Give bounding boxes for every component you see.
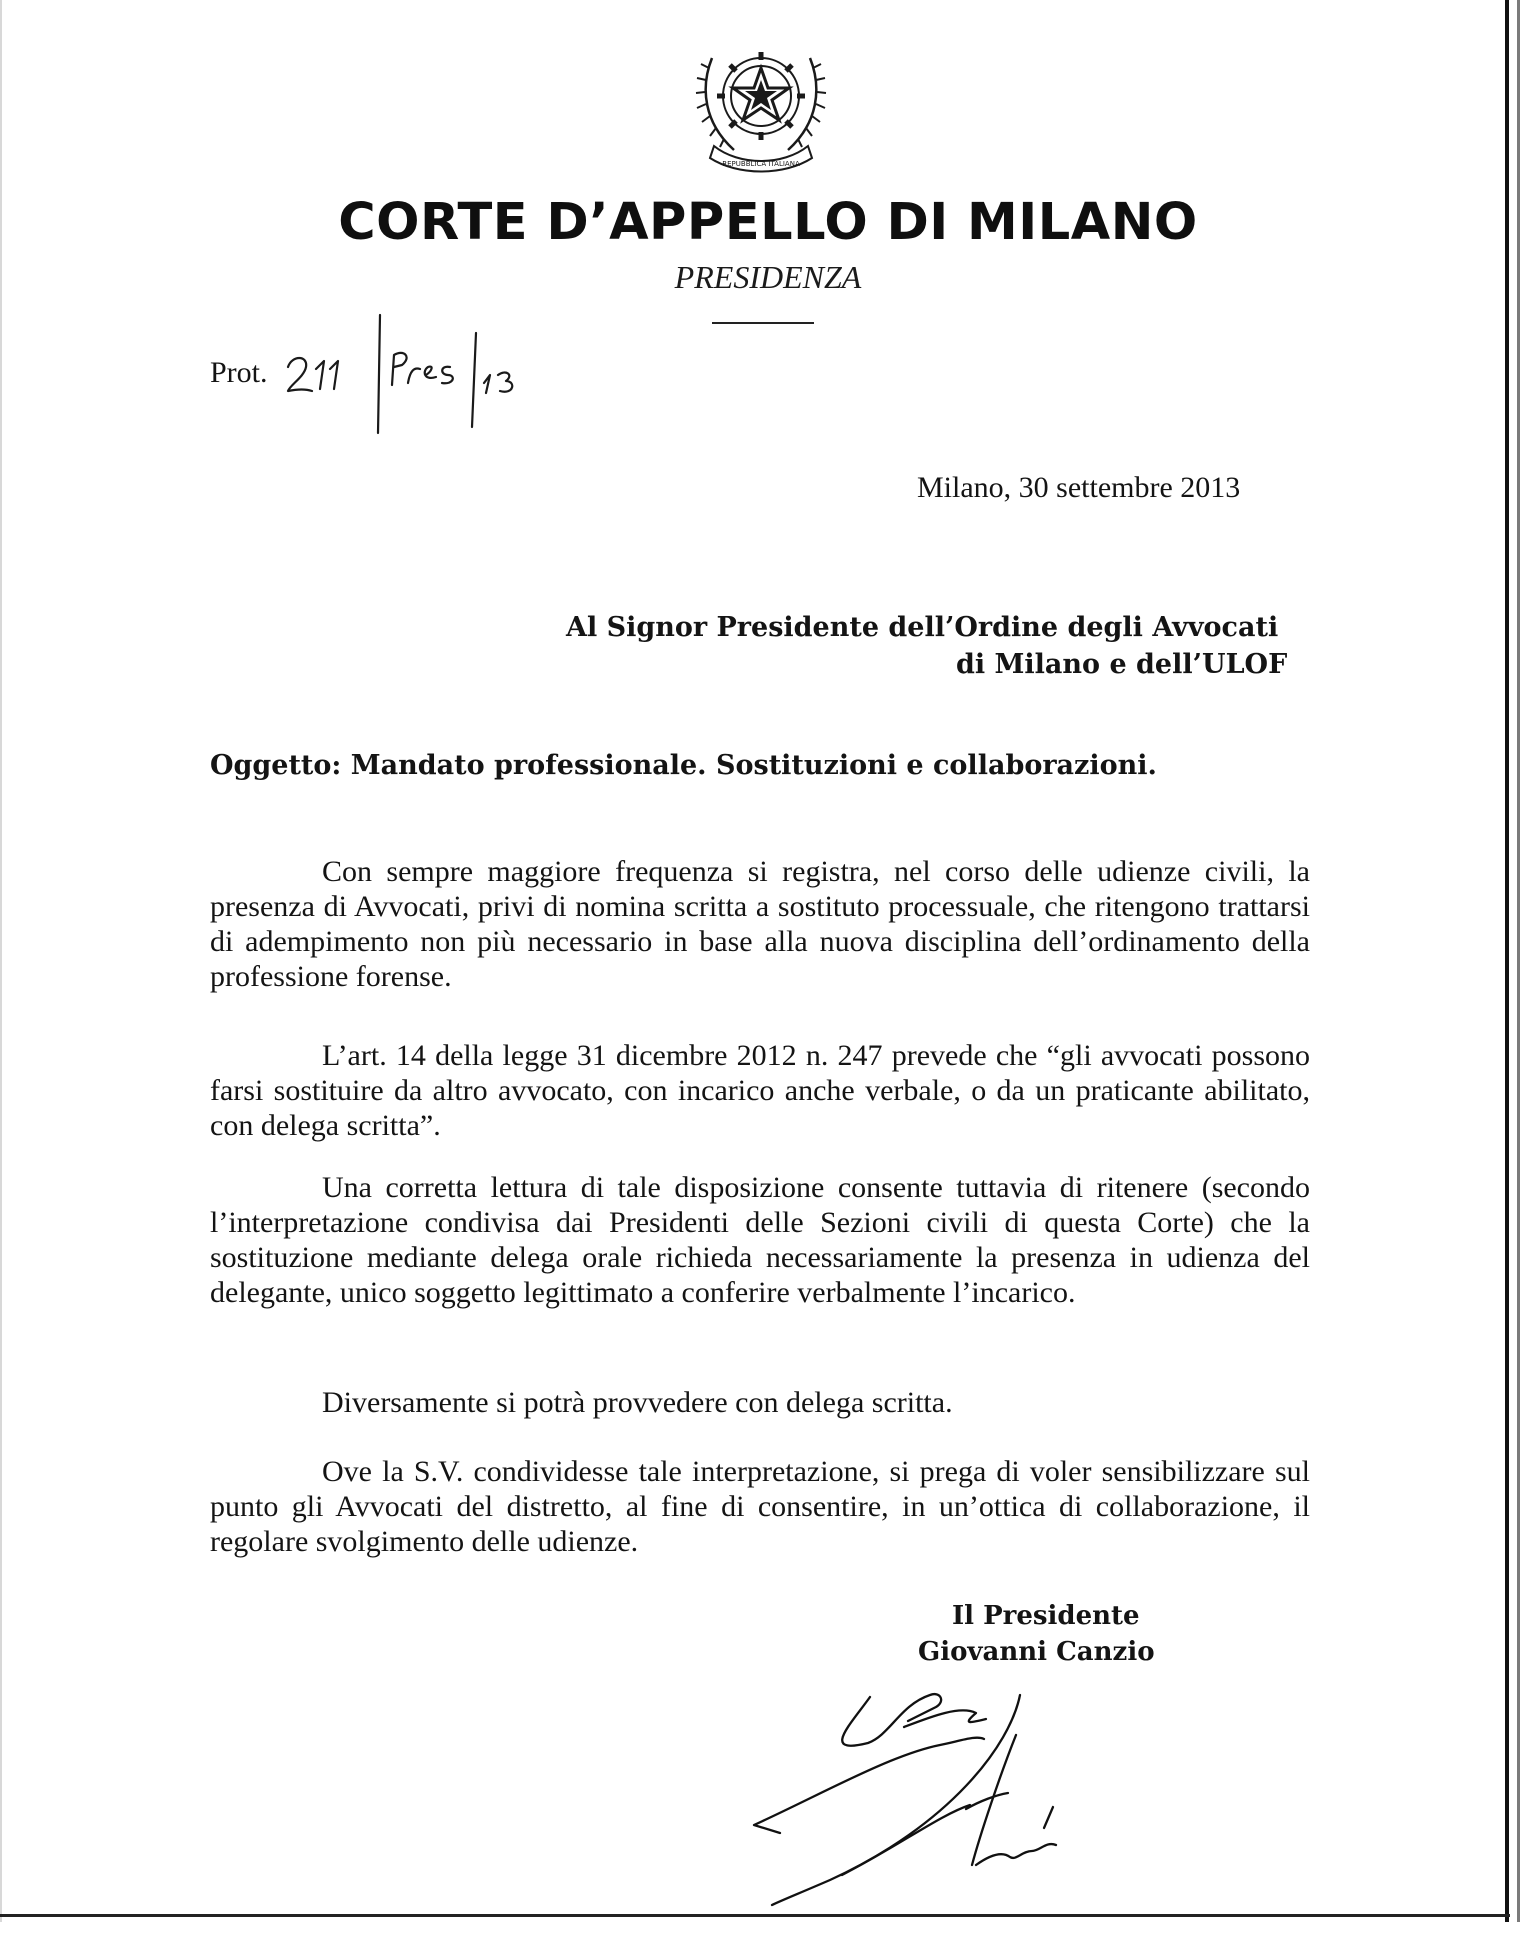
signer-role: Il Presidente [952, 1601, 1140, 1631]
paragraph-text: L’art. 14 della legge 31 dicembre 2012 n. 247 prevede che “gli avvocati possono farsi sostituire da altro avvocato, con incarico anche verbale, o da un praticante abilitato, con delega scritta”. [210, 1039, 1310, 1142]
addressee-line-2: di Milano e dell’ULOF [956, 649, 1288, 680]
protocol-label: Prot. [210, 356, 268, 389]
signer-name: Giovanni Canzio [918, 1637, 1155, 1667]
body-paragraph-3 [210, 1170, 1310, 1310]
paragraph-text: Con sempre maggiore frequenza si registra, nel corso delle udienze civili, la presenza di Avvocati, privi di nomina scritta a sostituto processuale, che ritengono trattarsi di adempimento non più necessario in base alla nuova disciplina dell’ordinamento della professione forense. [210, 855, 1310, 993]
letter-date: Milano, 30 settembre 2013 [917, 471, 1241, 504]
handwritten-signature [740, 1665, 1180, 1935]
body-paragraph-1 [210, 854, 1310, 994]
title-divider [712, 322, 814, 324]
addressee-line-1: Al Signor Presidente dell’Ordine degli Avvocati [566, 612, 1279, 643]
office-subtitle: PRESIDENZA [674, 259, 862, 295]
handwritten-protocol-number [280, 305, 560, 435]
subject-label: Oggetto: [210, 750, 342, 781]
paragraph-text: Ove la S.V. condividesse tale interpretazione, si prega di voler sensibilizzare sul punto gli Avvocati del distretto, al fine di consentire, in un’ottica di collaborazione, il regolare svolgimento delle udienze. [210, 1455, 1310, 1558]
court-title: CORTE D’APPELLO DI MILANO [338, 193, 1198, 252]
paragraph-text: Una corretta lettura di tale disposizione consente tuttavia di ritenere (secondo l’interpretazione condivisa dai Presidenti delle Sezioni civili di questa Corte) che la sostituzione mediante delega orale richieda necessariamente la presenza in udienza del delegante, unico soggetto legittimato a conferire verbalmente l’incarico. [210, 1171, 1310, 1309]
emblem-inscription: REPUBBLICA ITALIANA [722, 160, 800, 168]
paragraph-text: Diversamente si potrà provvedere con delega scritta. [322, 1386, 953, 1419]
subject-text: Mandato professionale. Sostituzioni e collaborazioni. [350, 750, 1157, 781]
subject-line [210, 750, 1157, 781]
body-paragraph-5 [210, 1454, 1310, 1559]
body-paragraph-2 [210, 1038, 1310, 1143]
body-paragraph-4 [210, 1385, 1310, 1420]
emblem-of-italy-icon [694, 28, 828, 174]
